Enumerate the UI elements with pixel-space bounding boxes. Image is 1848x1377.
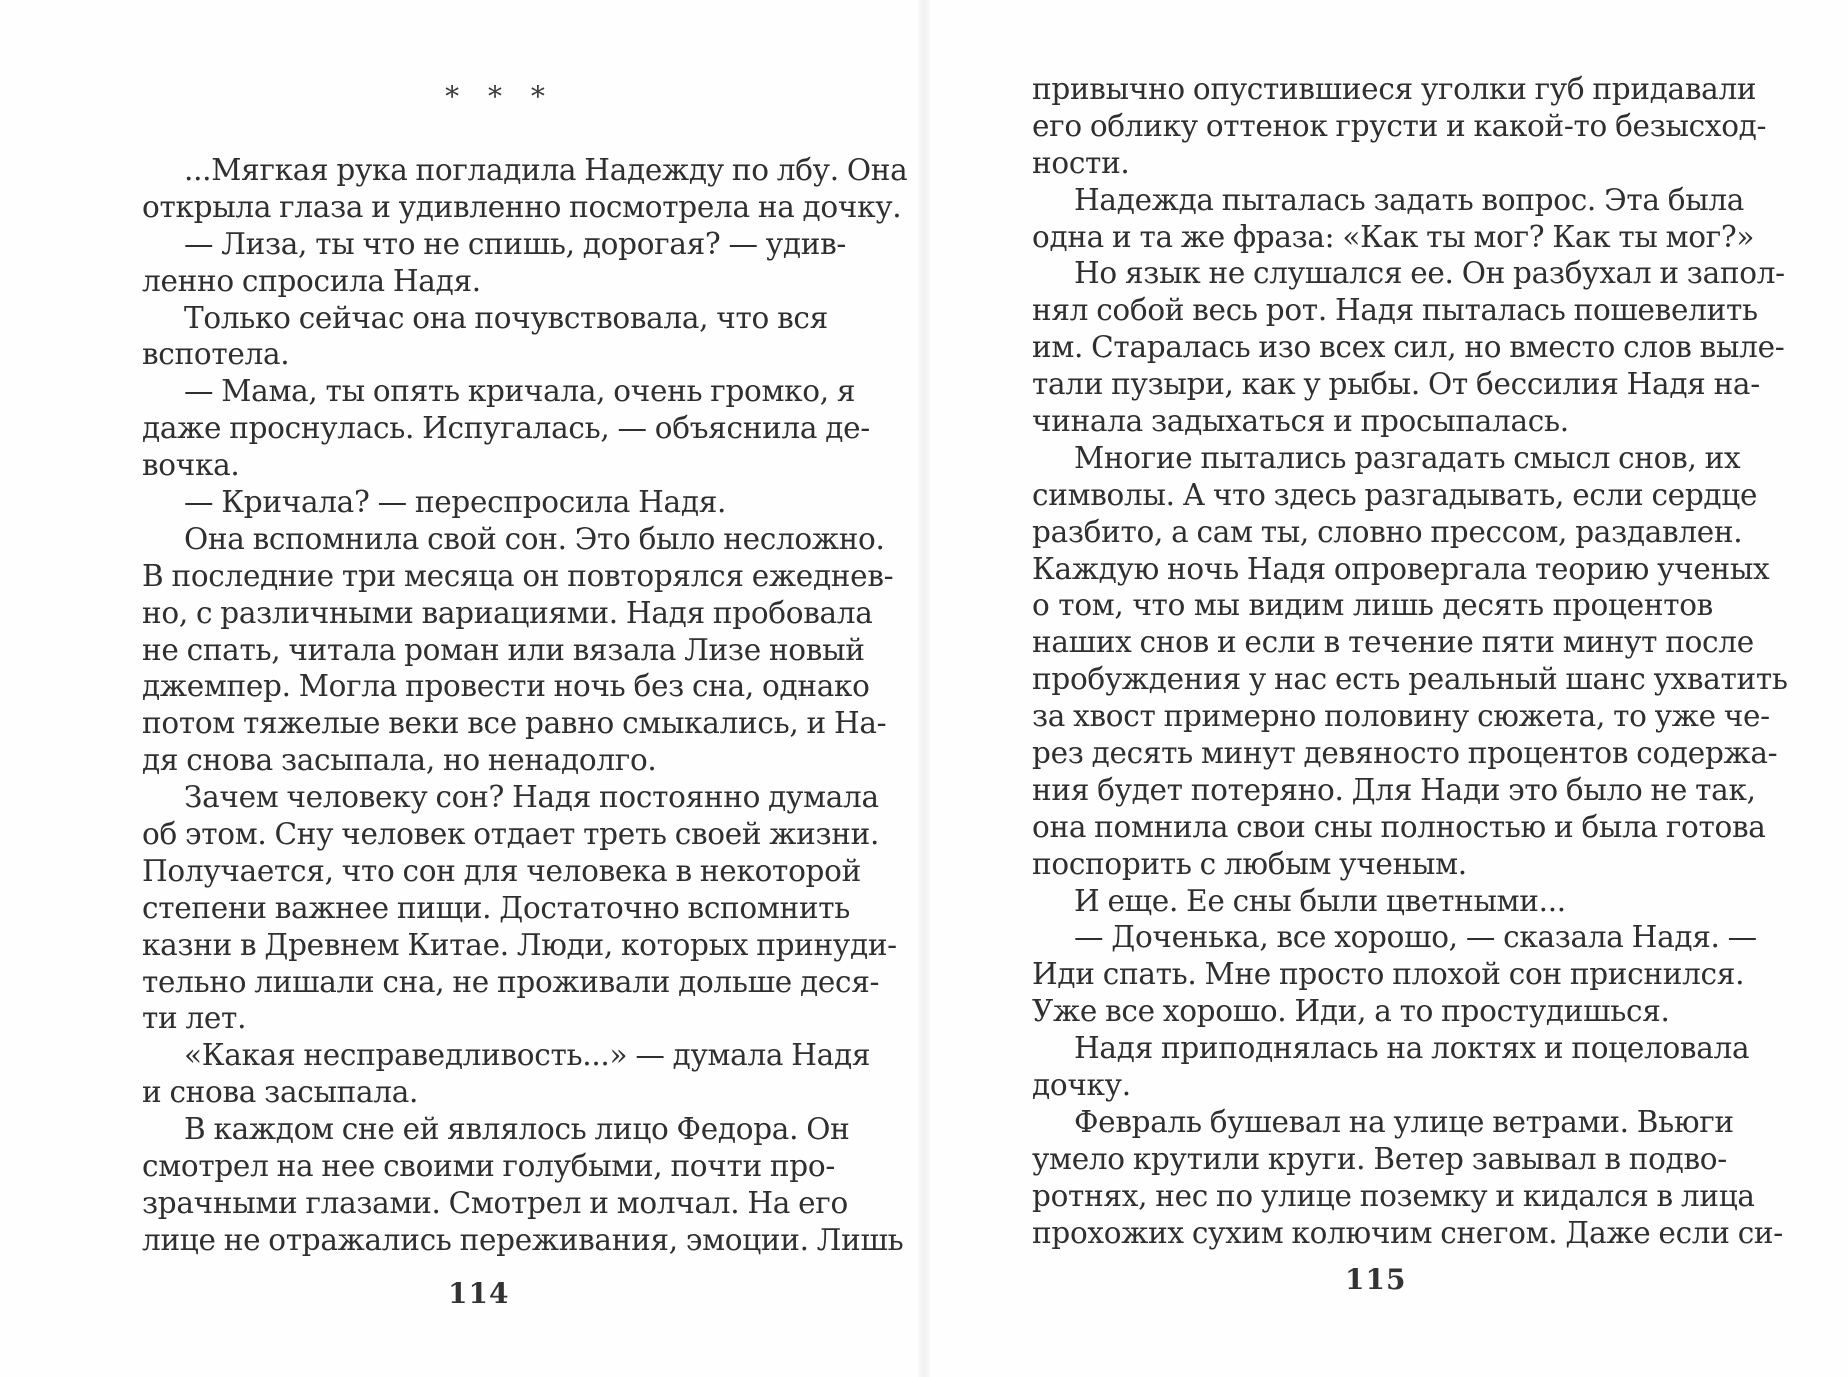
text-line: прохожих сухим колючим снегом. Даже если си-: [1032, 1215, 1783, 1250]
text-line: открыла глаза и удивленно посмотрела на дочку.: [142, 189, 902, 224]
text-line: — Доченька, все хорошо, — сказала Надя. —: [1074, 920, 1757, 955]
text-line: дочку.: [1032, 1068, 1131, 1103]
text-line: И еще. Ее сны были цветными...: [1074, 883, 1566, 918]
text-line: не спать, читала роман или вязала Лизе новый: [142, 632, 865, 667]
text-line: зрачными глазами. Смотрел и молчал. На его: [142, 1185, 848, 1220]
text-line: но, с различными вариациями. Надя пробовала: [142, 595, 873, 630]
text-line: В каждом сне ей являлось лицо Федора. Он: [184, 1112, 850, 1147]
text-line: казни в Древнем Китае. Люди, которых принуди-: [142, 927, 897, 962]
text-line: за хвост примерно половину сюжета, то уже че-: [1032, 699, 1770, 734]
text-line: ности.: [1032, 145, 1130, 180]
text-line: — Лиза, ты что не спишь, дорогая? — удив-: [184, 226, 847, 261]
left-page-text: [142, 152, 908, 1259]
text-line: Надя приподнялась на локтях и поцеловала: [1074, 1031, 1750, 1066]
text-line: рез десять минут девяносто процентов содержа-: [1032, 736, 1778, 771]
text-line: Надежда пыталась задать вопрос. Эта была: [1074, 182, 1745, 217]
page-number: 115: [1345, 1263, 1407, 1296]
text-line: ...Мягкая рука погладила Надежду по лбу. Она: [184, 153, 908, 187]
text-line: пробуждения у нас есть реальный шанс ухватить: [1032, 662, 1788, 697]
text-line: ленно спросила Надя.: [142, 263, 481, 298]
text-line: Получается, что сон для человека в некоторой: [142, 853, 861, 888]
text-line: наших снов и если в течение пяти минут после: [1032, 625, 1754, 660]
text-line: символы. А что здесь разгадывать, если сердце: [1032, 477, 1758, 512]
text-line: лице не отражались переживания, эмоции. Лишь: [142, 1222, 904, 1257]
text-line: В последние три месяца он повторялся ежеднев-: [142, 558, 894, 593]
text-line: — Мама, ты опять кричала, очень громко, я: [184, 374, 856, 409]
right-page: [924, 0, 1848, 1377]
text-line: смотрел на нее своими голубыми, почти про-: [142, 1149, 836, 1184]
text-line: потом тяжелые веки все равно смыкались, и На-: [142, 706, 887, 741]
text-line: об этом. Сну человек отдает треть своей жизни.: [142, 817, 880, 852]
text-line: тельно лишали сна, не проживали дольше деся-: [142, 964, 880, 999]
text-line: Но язык не слушался ее. Он разбухал и запол-: [1074, 256, 1785, 291]
text-line: Уже все хорошо. Иди, а то простудишься.: [1032, 994, 1670, 1029]
text-line: Она вспомнила свой сон. Это было несложно.: [184, 521, 885, 556]
text-line: одна и та же фраза: «Как ты мог? Как ты мог?»: [1032, 219, 1755, 254]
text-line: умело крутили круги. Ветер завывал в подво-: [1032, 1141, 1727, 1176]
text-line: привычно опустившиеся уголки губ придавали: [1032, 72, 1757, 106]
text-line: и снова засыпала.: [142, 1075, 419, 1110]
text-line: нял собой весь рот. Надя пыталась пошевелить: [1032, 293, 1758, 328]
text-line: Иди спать. Мне просто плохой сон приснился.: [1032, 957, 1745, 992]
text-line: им. Старалась изо всех сил, но вместо слов выле-: [1032, 330, 1785, 365]
text-line: поспорить с любым ученым.: [1032, 846, 1467, 881]
text-line: Февраль бушевал на улице ветрами. Вьюги: [1074, 1104, 1734, 1139]
text-line: «Какая несправедливость...» — думала Надя: [184, 1038, 871, 1073]
text-line: дя снова засыпала, но ненадолго.: [142, 743, 657, 778]
text-line: она помнила свои сны полностью и была готова: [1032, 809, 1766, 844]
text-line: Каждую ночь Надя опровергала теорию ученых: [1032, 551, 1770, 586]
text-line: вспотела.: [142, 337, 290, 372]
text-line: джемпер. Могла провести ночь без сна, однако: [142, 669, 870, 704]
text-line: вочка.: [142, 448, 240, 483]
text-line: — Кричала? — переспросила Надя.: [184, 485, 727, 520]
text-line: ротнях, нес по улице поземку и кидался в лица: [1032, 1178, 1755, 1213]
text-line: степени важнее пищи. Достаточно вспомнить: [142, 890, 851, 925]
text-line: Многие пытались разгадать смысл снов, их: [1074, 440, 1741, 475]
right-page-text: [1032, 71, 1788, 1252]
page-number: 114: [448, 1277, 510, 1310]
text-line: чинала задыхаться и просыпалась.: [1032, 404, 1569, 439]
text-line: разбито, а сам ты, словно прессом, раздавлен.: [1032, 514, 1743, 549]
text-line: о том, что мы видим лишь десять процентов: [1032, 588, 1713, 623]
section-divider: * * *: [445, 80, 555, 113]
text-line: ти лет.: [142, 1001, 247, 1036]
text-line: Только сейчас она почувствовала, что вся: [184, 300, 828, 335]
text-line: Зачем человеку сон? Надя постоянно думала: [184, 780, 879, 815]
text-line: тали пузыри, как у рыбы. От бессилия Надя на-: [1032, 367, 1760, 402]
text-line: даже проснулась. Испугалась, — объяснила де-: [142, 411, 870, 446]
text-line: ния будет потеряно. Для Нади это было не так,: [1032, 772, 1756, 807]
text-line: его облику оттенок грусти и какой-то безысход-: [1032, 108, 1767, 143]
